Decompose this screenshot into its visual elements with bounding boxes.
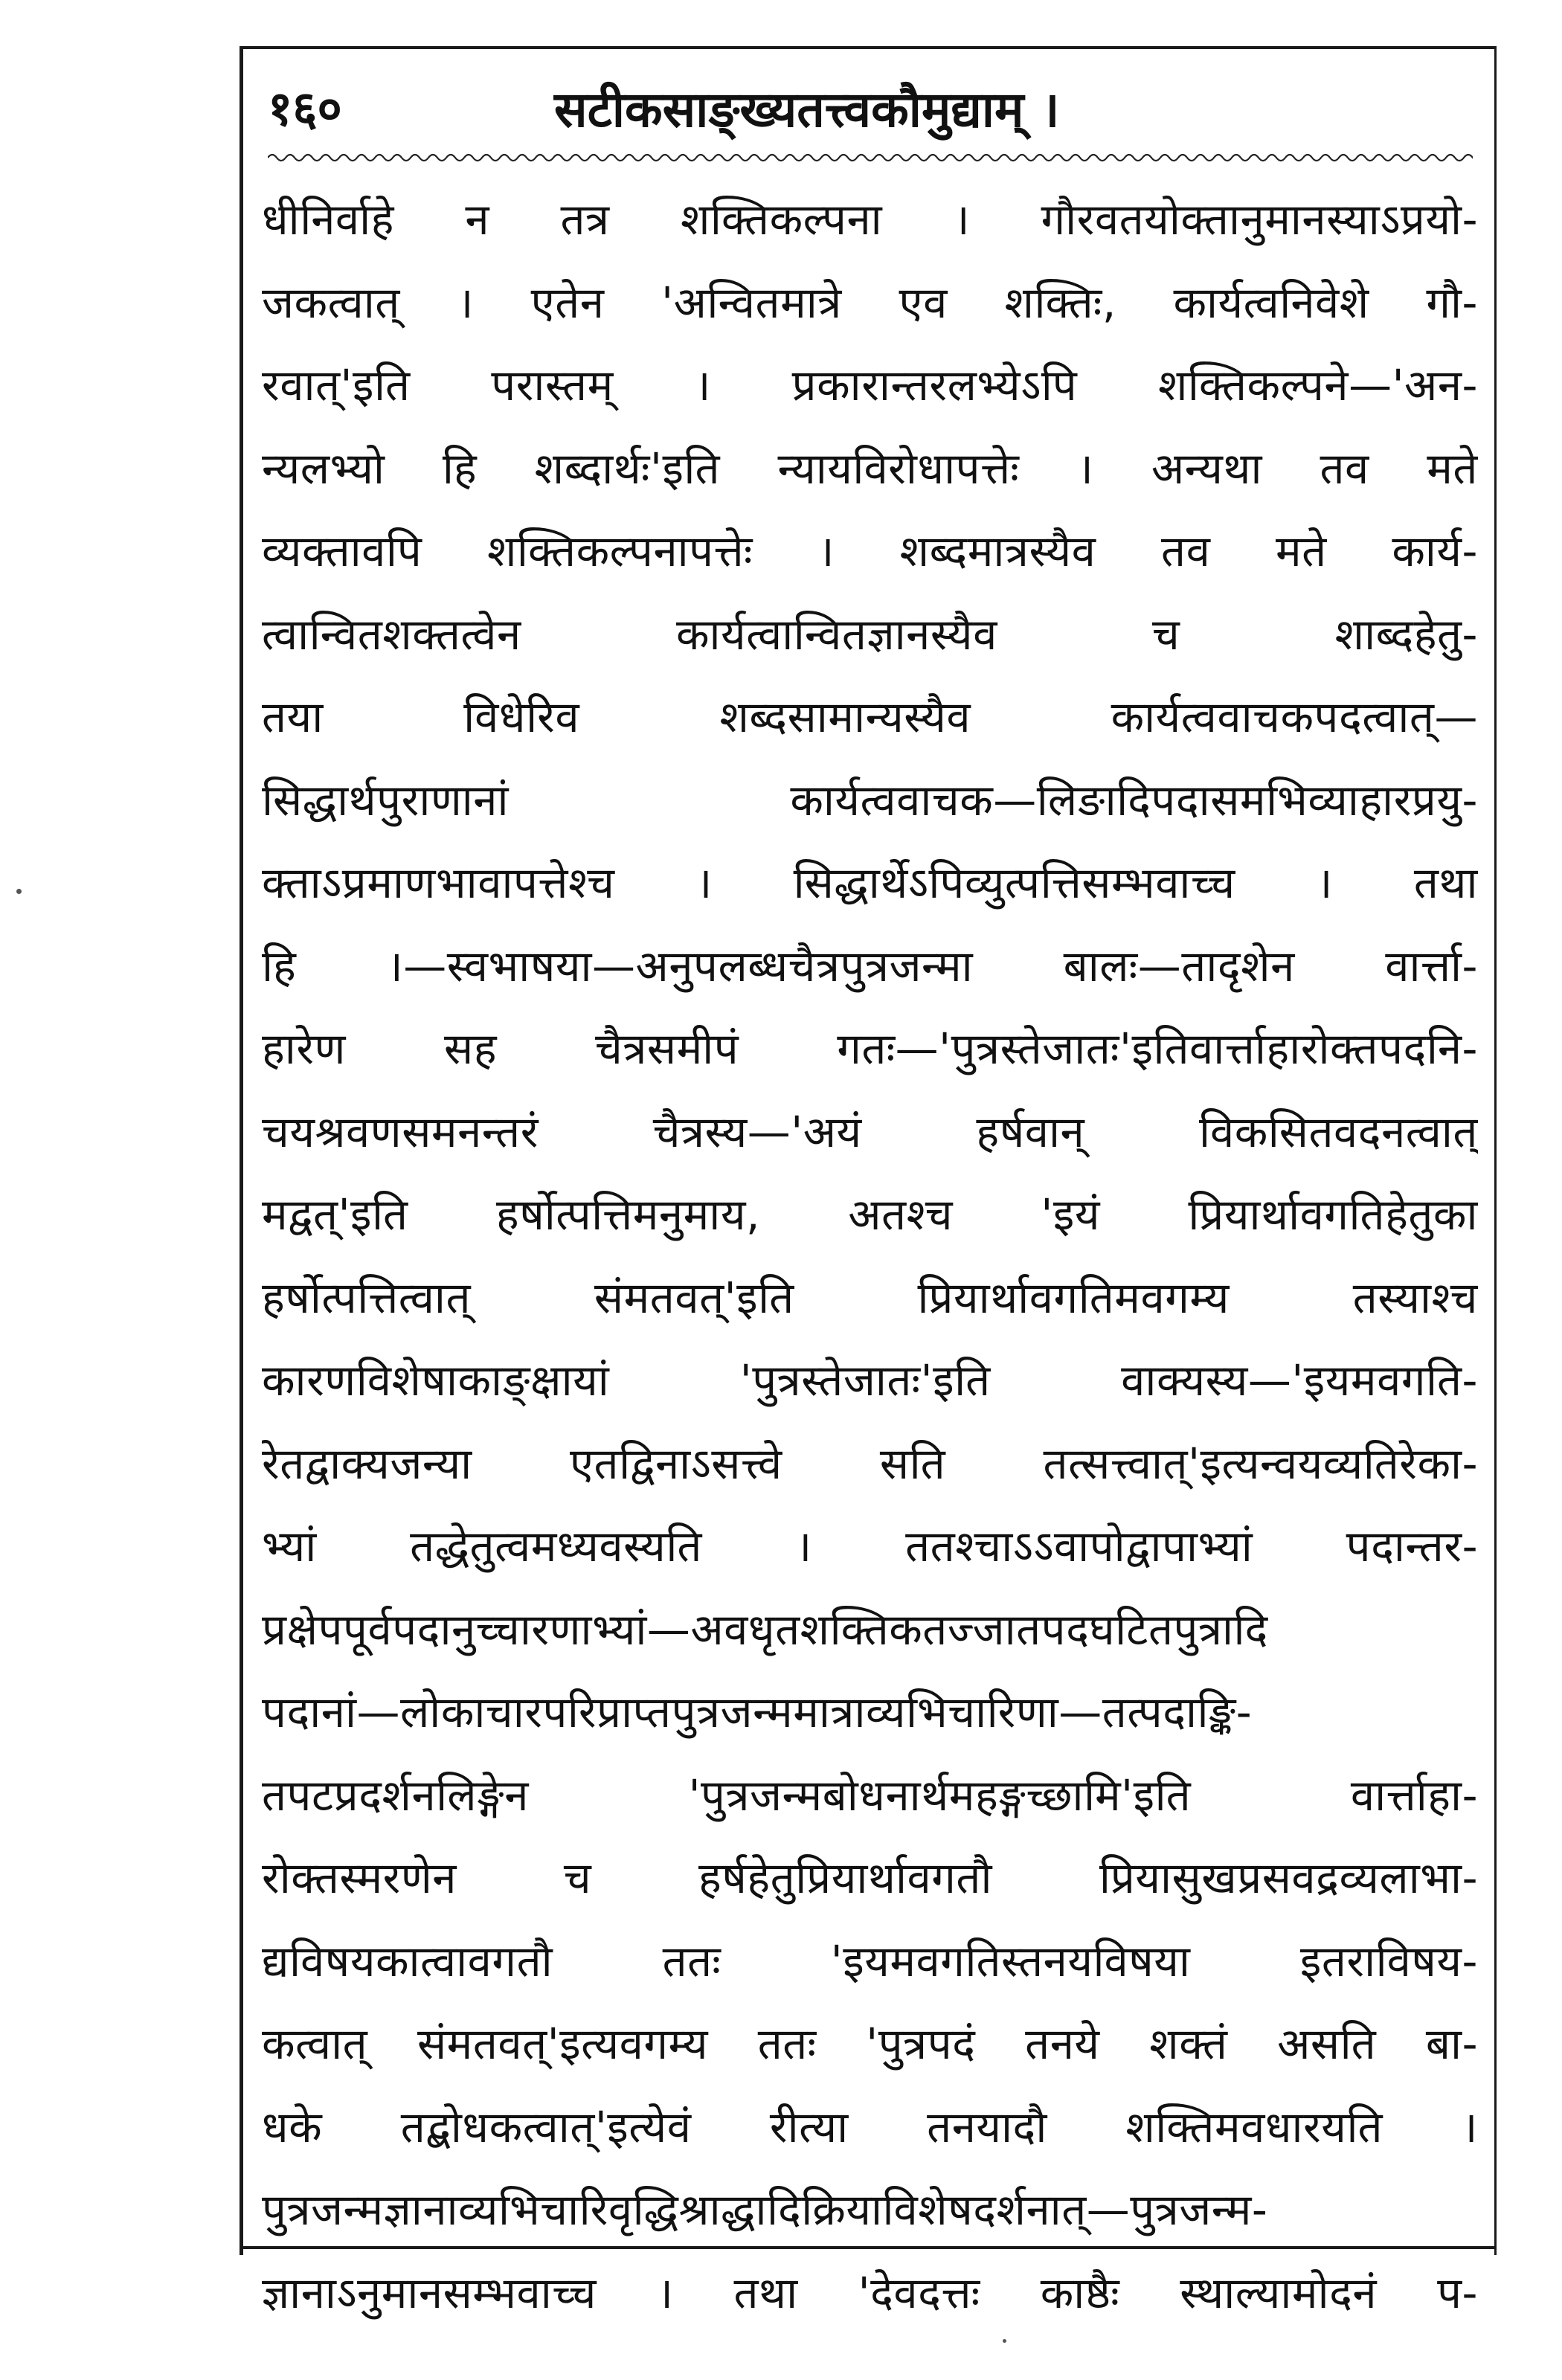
text-line: कत्वात् संमतवत्'इत्यवगम्य ततः 'पुत्रपदं तनये शक्तं असति बा- [262, 2019, 1478, 2069]
text-body [262, 178, 1478, 2335]
scan-speck [16, 889, 22, 894]
text-line: भ्यां तद्धेतुत्वमध्यवस्यति । ततश्चाऽऽवापोद्वापाभ्यां पदान्तर- [262, 1521, 1478, 1572]
text-line: न्यलभ्यो हि शब्दार्थः'इति न्यायविरोधापत्तेः । अन्यथा तव मते [262, 443, 1478, 494]
text-line: मद्वत्'इति हर्षोत्पत्तिमनुमाय, अतश्च 'इयं प्रियार्थावगतिहेतुका [262, 1189, 1478, 1240]
header-wavy-rule [268, 149, 1473, 167]
text-line: क्ताऽप्रमाणभावापत्तेश्च । सिद्धार्थेऽपिव्युत्पत्तिसम्भवाच्च । तथा [262, 858, 1478, 908]
text-line: हि ।—स्वभाषया—अनुपलब्धचैत्रपुत्रजन्मा बालः—तादृशेन वार्त्ता- [262, 940, 1478, 991]
text-line: त्वान्वितशक्तत्वेन कार्यत्वान्वितज्ञानस्यैव च शाब्दहेतु- [262, 608, 1478, 660]
text-line: द्यविषयकात्वावगतौ ततः 'इयमवगतिस्तनयविषया इतराविषय- [262, 1935, 1478, 1987]
text-line: रेतद्वाक्यजन्या एतद्विनाऽसत्त्वे सति तत्सत्त्वात्'इत्यन्वयव्यतिरेका- [262, 1438, 1478, 1489]
scan-speck [1003, 2339, 1006, 2343]
text-line: तया विधेरिव शब्दसामान्यस्यैव कार्यत्ववाचकपदत्वात्— [262, 692, 1478, 742]
text-line: रोक्तस्मरणेन च हर्षहेतुप्रियार्थावगतौ प्रियासुखप्रसवद्रव्यलाभा- [262, 1853, 1478, 1903]
text-line: व्यक्तावपि शक्तिकल्पनापत्तेः । शब्दमात्रस्यैव तव मते कार्य- [262, 526, 1478, 576]
text-line: जकत्वात् । एतेन 'अन्वितमात्रे एव शक्तिः, कार्यत्वनिवेशे गौ- [262, 277, 1478, 328]
text-line: हर्षोत्पत्तित्वात् संमतवत्'इति प्रियार्थावगतिमवगम्य तस्याश्च [262, 1272, 1478, 1323]
text-line: पदानां—लोकाचारपरिप्राप्तपुत्रजन्ममात्राव्यभिचारिणा—तत्पदाङ्कि- [262, 1687, 1253, 1737]
text-line: धके तद्बोधकत्वात्'इत्येवं रीत्या तनयादौ शक्तिमवधारयति । [262, 2101, 1478, 2152]
page-header [260, 74, 1480, 141]
text-line: पुत्रजन्मज्ञानाव्यभिचारिवृद्धिश्राद्धादिक्रियाविशेषदर्शनात्—पुत्रजन्म- [262, 2184, 1268, 2235]
running-head: सटीकसाङ्ख्यतत्त्वकौमुद्याम् । [554, 81, 1060, 138]
text-line: कारणविशेषाकाङ्क्षायां 'पुत्रस्तेजातः'इति वाक्यस्य—'इयमवगति- [262, 1355, 1478, 1406]
text-line: तपटप्रदर्शनलिङ्गेन 'पुत्रजन्मबोधनार्थमहङ्गच्छामि'इति वार्त्ताहा- [262, 1769, 1478, 1821]
text-line: रवात्'इति परास्तम् । प्रकारान्तरलभ्येऽपि शक्तिकल्पने—'अन- [262, 360, 1478, 411]
text-line: हारेण सह चैत्रसमीपं गतः—'पुत्रस्तेजातः'इतिवार्त्ताहारोक्तपदनि- [262, 1023, 1478, 1074]
text-line: ज्ञानाऽनुमानसम्भवाच्च । तथा 'देवदत्तः काष्ठैः स्थाल्यामोदनं प- [262, 2267, 1478, 2318]
text-line: धीनिर्वाहे न तत्र शक्तिकल्पना । गौरवतयोक्तानुमानस्याऽप्रयो- [262, 194, 1478, 245]
text-line: सिद्धार्थपुराणानां कार्यत्ववाचक—लिङादिपदासमभिव्याहारप्रयु- [262, 774, 1478, 826]
text-line: प्रक्षेपपूर्वपदानुच्चारणाभ्यां—अवधृतशक्तिकतज्जातपदघटितपुत्रादि [262, 1604, 1268, 1655]
page-number: १६० [268, 82, 342, 137]
text-line: चयश्रवणसमनन्तरं चैत्रस्य—'अयं हर्षवान् विकसितवदनत्वात् [262, 1106, 1478, 1157]
